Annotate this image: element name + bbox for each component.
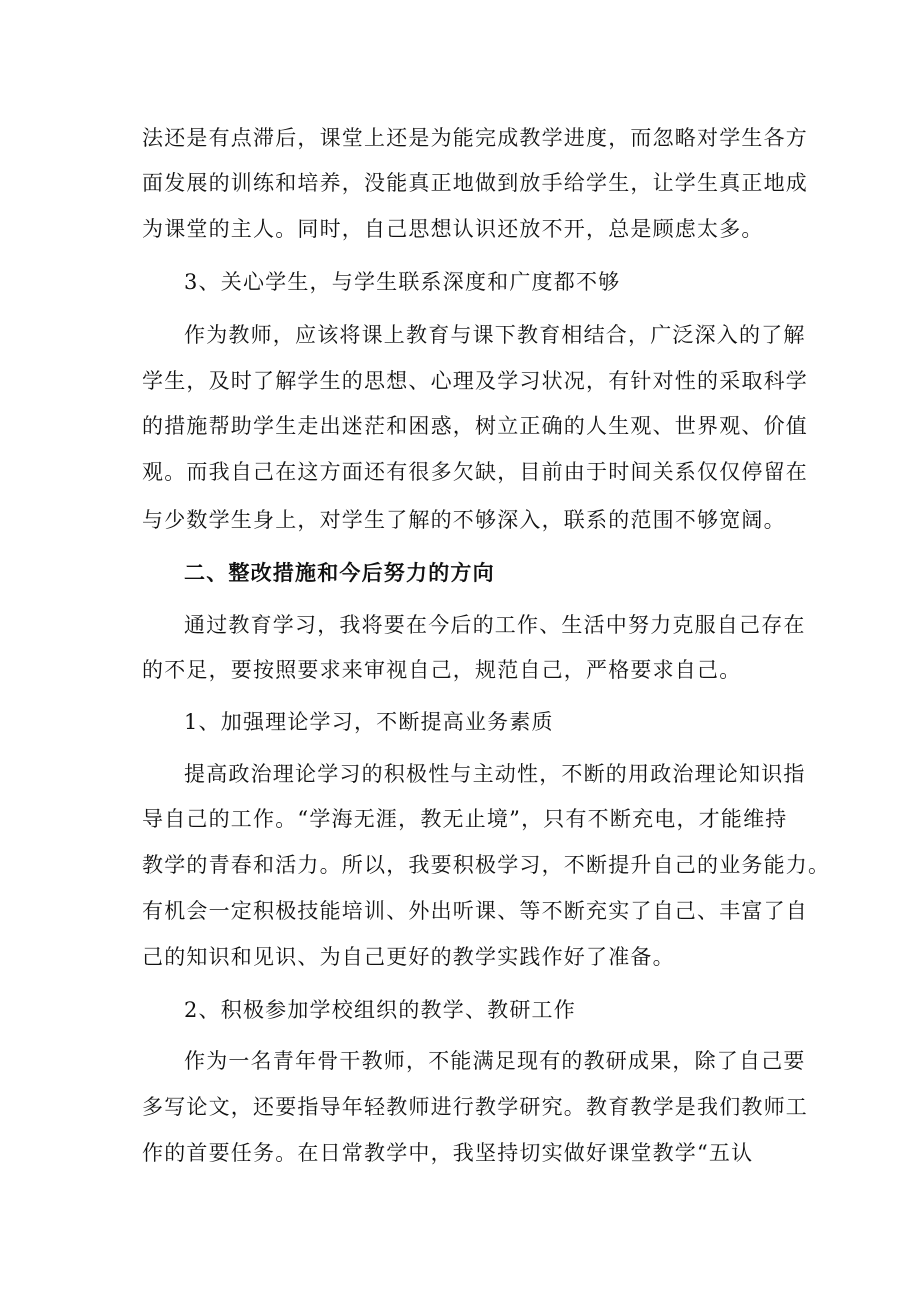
paragraph-line: 作的首要任务。在日常教学中，我坚持切实做好课堂教学“五认 <box>142 1141 754 1165</box>
paragraph-line: 法还是有点滞后，课堂上还是为能完成教学进度，而忽略对学生各方 <box>142 126 808 150</box>
paragraph-line: 有机会一定积极技能培训、外出听课、等不断充实了自己、丰富了自 <box>142 899 808 923</box>
paragraph-line: 通过教育学习，我将要在今后的工作、生活中努力克服自己存在 <box>184 613 806 637</box>
subheading-3: 3、关心学生，与学生联系深度和广度都不够 <box>184 270 621 294</box>
paragraph-line: 导自己的工作。“学海无涯，教无止境”，只有不断充电，才能维持 <box>142 807 788 831</box>
paragraph-line: 教学的青春和活力。所以，我要积极学习，不断提升自己的业务能力。 <box>142 853 831 877</box>
paragraph-line: 面发展的训练和培养，没能真正地做到放手给学生，让学生真正地成 <box>142 171 808 195</box>
subheading-2: 2、积极参加学校组织的教学、教研工作 <box>184 998 576 1022</box>
paragraph-line: 提高政治理论学习的积极性与主动性，不断的用政治理论知识指 <box>184 762 806 786</box>
subheading-1: 1、加强理论学习，不断提高业务素质 <box>184 710 554 734</box>
paragraph-line: 与少数学生身上，对学生了解的不够深入，联系的范围不够宽阔。 <box>142 508 786 532</box>
paragraph-line: 观。而我自己在这方面还有很多欠缺，目前由于时间关系仅仅停留在 <box>142 460 808 484</box>
paragraph-line: 的措施帮助学生走出迷茫和困惑，树立正确的人生观、世界观、价值 <box>142 414 808 438</box>
paragraph-line: 己的知识和见识、为自己更好的教学实践作好了准备。 <box>142 945 675 969</box>
paragraph-line: 作为一名青年骨干教师，不能满足现有的教研成果，除了自己要 <box>184 1049 806 1073</box>
paragraph-line: 学生，及时了解学生的思想、心理及学习状况，有针对性的采取科学 <box>142 369 808 393</box>
paragraph-line: 的不足，要按照要求来审视自己，规范自己，严格要求自己。 <box>142 658 742 682</box>
paragraph-line: 为课堂的主人。同时，自己思想认识还放不开，总是顾虑太多。 <box>142 217 764 241</box>
paragraph-line: 多写论文，还要指导年轻教师进行教学研究。教育教学是我们教师工 <box>142 1095 808 1119</box>
section-heading: 二、整改措施和今后努力的方向 <box>184 560 495 585</box>
paragraph-line: 作为教师，应该将课上教育与课下教育相结合，广泛深入的了解 <box>184 323 806 347</box>
